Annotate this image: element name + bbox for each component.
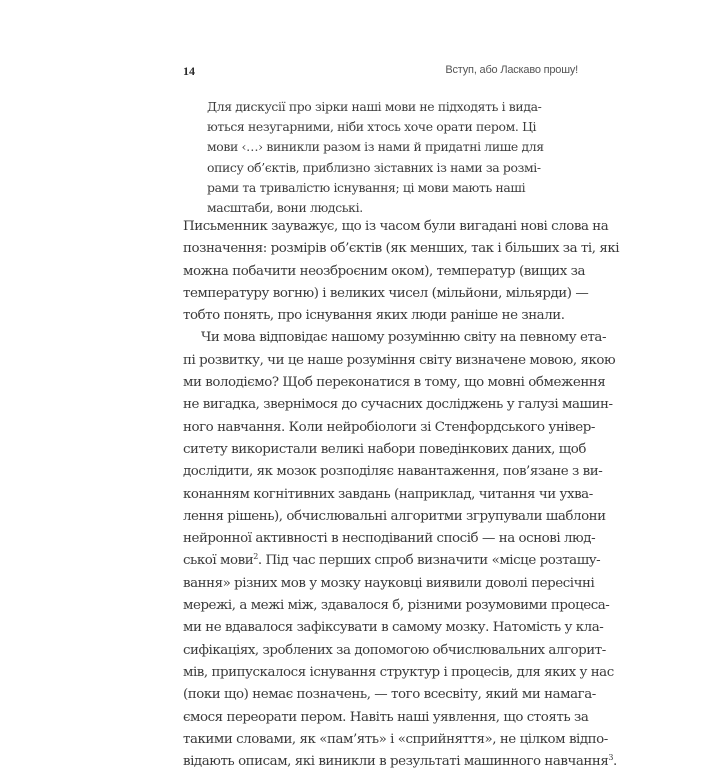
text-line: ємося переорати пером. Навіть наші уявлення, що стоять за [183,709,589,725]
quote-line: мови ‹…› виникли разом із нами й придатні лише для [207,139,544,155]
text-line: вання» різних мов у мозку науковці виявили доволі пересічні [183,575,595,591]
quote-line: ються незугарними, ніби хтось хоче орати пером. Ці [207,119,537,135]
text-line-with-footnote: ської мови$^2$. Під час перших спроб визначити «місце розташу- [183,552,601,569]
quote-line: масштаби, вони людські. [207,200,363,216]
text-line: ного навчання. Коли нейробіологи зі Стенфордського універ- [183,419,595,435]
text-line: ситету використали великі набори поведінкових даних, щоб [183,441,586,457]
text-line: лення рішень), обчислювальні алгоритми згрупували шаблони [183,508,606,524]
text-line: пі розвитку, чи це наше розуміння світу визначене мовою, якою [183,352,616,368]
text-line: Чи мова відповідає нашому розумінню світу на певному ета- [201,330,607,346]
text-line: ми володіємо? Щоб переконатися в тому, що мовні обмеження [183,375,606,391]
text-line: можна побачити неозброєним оком), температур (вищих за [183,263,586,279]
paragraph-2 [183,327,617,773]
text-line: мережі, а межі між, здавалося б, різними розумовими процеса- [183,598,610,614]
quote-line: рами та тривалістю існування; ці мови мають наші [207,179,526,195]
body-text [183,216,620,773]
footnote-ref-3[interactable]: 3 [608,753,614,763]
text-line: позначення: розмірів об’єктів (як менших, так і більших за ті, які [183,241,620,257]
text-line: тобто понять, про існування яких люди раніше не знали. [183,308,565,324]
text-line: конанням когнітивних завдань (наприклад, читання чи ухва- [183,486,593,502]
text-line: такими словами, як «пам’ять» і «сприйняття», не цілком відпо- [183,731,608,747]
text-line: температуру вогню) і великих чисел (мільйони, мільярди) — [183,285,589,301]
text-line: сифікаціях, зроблених за допомогою обчислювальних алгорит- [183,642,606,658]
quote-line: Для дискусії про зірки наші мови не підходять і вида- [207,99,542,114]
page-number: 14 [183,64,195,78]
text-line: мів, припускалося існування структур і процесів, для яких у нас [183,664,614,680]
block-quote [207,97,544,218]
text-line: нейронної активності в несподіваний спосіб — на основі люд- [183,531,596,547]
text-line: дослідити, як мозок розподіляє навантаження, пов’язане з ви- [183,464,603,480]
text-line: Письменник зауважує, що із часом були вигадані нові слова на [183,219,609,234]
paragraph-1 [183,216,620,327]
text-line: не вигадка, звернімося до сучасних досліджень у галузі машин- [183,397,613,413]
footnote-ref-2[interactable]: 2 [253,552,258,562]
text-line-with-footnote: відають описам, які виникли в результаті машинного навчання$^3$. [183,753,617,770]
quote-line: опису об’єктів, приблизно зіставних із нами за розмі- [207,159,541,175]
running-title: Вступ, або Ласкаво прошу! [445,64,578,76]
text-line: (поки що) немає позначень, — того всесвіту, який ми намага- [183,687,596,703]
text-line: ми не вдавалося зафіксувати в самому мозку. Натомість у кла- [183,620,604,636]
